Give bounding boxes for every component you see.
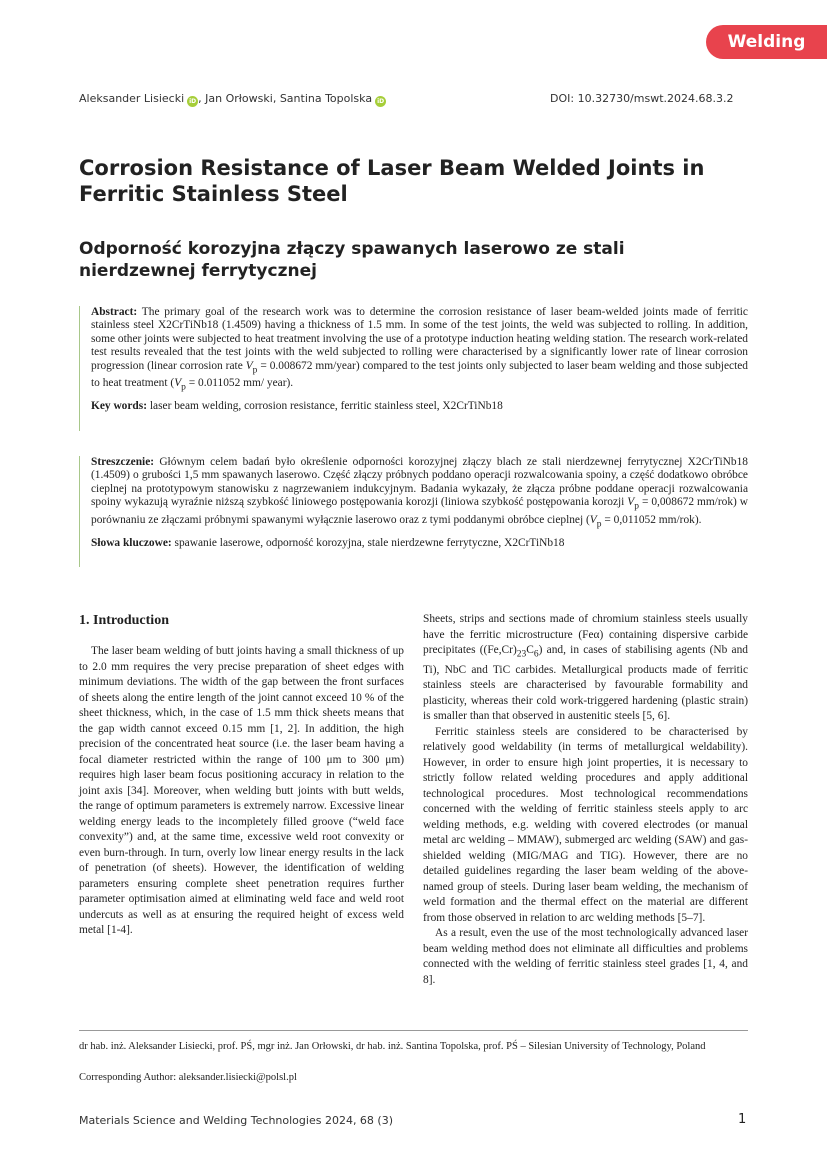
page-number: 1 bbox=[738, 1112, 747, 1127]
footnote-divider bbox=[79, 1030, 748, 1031]
author-name[interactable]: Jan Orłowski bbox=[205, 92, 273, 105]
author-separator: , bbox=[272, 92, 280, 105]
abstract-label: Abstract: bbox=[91, 306, 138, 318]
affiliation-footnote: dr hab. inż. Aleksander Lisiecki, prof. PŚ, mgr inż. Jan Orłowski, dr hab. inż. Santina Topolska, prof. PŚ – Silesian University of Technology, Poland bbox=[79, 1041, 706, 1052]
author-separator: , bbox=[198, 92, 206, 105]
author-line bbox=[79, 92, 386, 107]
journal-footer: Materials Science and Welding Technologies 2024, 68 (3) bbox=[79, 1114, 394, 1127]
keywords: Key words: laser beam welding, corrosion resistance, ferritic stainless steel, X2CrTiNb18 bbox=[91, 400, 503, 412]
paragraph: As a result, even the use of the most technologically advanced laser beam welding method does not eliminate all difficulties and problems connected with the welding of ferritic stainless steel grades [1, 4, and 8]. bbox=[423, 927, 748, 986]
abstract-block bbox=[79, 306, 748, 431]
slowa-kluczowe: Słowa kluczowe: spawanie laserowe, odporność korozyjna, stale nierdzewne ferrytyczne, X2CrTiNb18 bbox=[91, 536, 565, 549]
doi-link[interactable]: DOI: 10.32730/mswt.2024.68.3.2 bbox=[550, 92, 734, 105]
author-name[interactable]: Aleksander Lisiecki bbox=[79, 92, 185, 105]
orcid-icon[interactable]: iD bbox=[377, 98, 385, 105]
article-title: Corrosion Resistance of Laser Beam Welded Joints in Ferritic Stainless Steel bbox=[79, 156, 705, 206]
corresponding-author[interactable]: Corresponding Author: aleksander.lisiecki@polsl.pl bbox=[79, 1072, 297, 1083]
section-badge: Welding bbox=[706, 25, 827, 59]
streszczenie-block bbox=[79, 456, 748, 567]
paragraph: Sheets, strips and sections made of chromium stainless steels usually have the ferritic microstructure (Feα) containing dispersive carbide precipitates $((Fe,Cr)_{23}C_6)$ and, in cases of stabilising agents (Nb and Ti), NbC and TiC carbides. Metallurgical products made of ferritic stainless steels are characterised by favourable formability and plasticity, whereas their cold work-triggered hardening (plastic strain) is smaller than that observed in austenitic steels [5, 6]. bbox=[423, 613, 749, 723]
streszczenie-label: Streszczenie: bbox=[91, 456, 155, 468]
author-name[interactable]: Santina Topolska bbox=[279, 92, 373, 105]
slowa-kluczowe-label: Słowa kluczowe: bbox=[91, 536, 172, 549]
abstract-text: Abstract: The primary goal of the research work was to determine the corrosion resistance of laser beam-welded joints made of ferritic stainless steel X2CrTiNb18 (1.4509) having a thickness of 1.5 mm. In some of the test joints, the weld was subjected to rolling. In addition, some other joints were subjected to heat treatment involving the use of a prototype induction heating welding station. The research work-related test results revealed that the test joints with the weld subjected to rolling were characterised by a significantly lower rate of linear corrosion progression (linear corrosion rate $V_p = 0.008672$ mm/year) compared to the test joints only subjected to laser beam welding and those subjected to heat treatment ($V_p = 0.011052$ mm/ year). bbox=[91, 306, 748, 393]
streszczenie-text: Streszczenie: Głównym celem badań było określenie odporności korozyjnej złączy blach ze stali nierdzewnej ferrytycznej X2CrTiNb18 (1.4509) o grubości 1,5 mm spawanych laserowo. Część złączy próbnych poddano operacji rozwalcowania spoiny, a część dodatkowo obróbce cieplnej na prototypowym stanowisku z nagrzewaniem indukcyjnym. Badania wykazały, że złącza próbne poddane operacji rozwalcowania spoiny wykazują wyraźnie niższą szybkość liniowego postępowania korozji (liniowa szybkość postępowania korozji $V_p = 0,008672$ mm/rok) w porównaniu ze złączami próbnymi spawanymi wyłącznie laserowo oraz z tymi poddanymi obróbce cieplnej ($V_p = 0,011052$ mm/rok). bbox=[91, 456, 748, 530]
orcid-icon[interactable]: iD bbox=[189, 98, 197, 105]
article-subtitle-polish: Odporność korozyjna złączy spawanych laserowo ze stali nierdzewnej ferrytycznej bbox=[79, 239, 625, 281]
paragraph: The laser beam welding of butt joints having a small thickness of up to 2.0 mm requires the very precise preparation of sheet edges with minimum deviations. The width of the gap between the front surfaces of sheets along the entire length of the joint cannot exceed 10 % of the sheet thickness, which, in the case of 1.5 mm thick sheets means that the gap width cannot exceed 0.15 mm [1, 2]. In addition, the high precision of the concentrated heat source (i.e. the laser beam having a focal diameter restricted within the range of 100 μm to 300 μm) requires high laser beam focus positioning accuracy in relation to the joint axis [34]. Moreover, when welding butt joints with butt welds, the range of optimum parameters is extremely narrow. Excessive linear welding energy leads to the incompletely filled groove (“weld face convexity”) and, at the same time, excessive weld root convexity or even burn-through. In turn, overly low linear energy results in the lack of penetration (of sheets). However, the identification of welding parameters ensuring complete sheet penetration requires further parameter optimisation aimed at eliminating weld face and weld root undercuts as well as at ensuring the required height of excess weld metal [1-4]. bbox=[79, 645, 404, 936]
section-heading: 1. Introduction bbox=[79, 613, 169, 628]
right-column bbox=[423, 612, 748, 988]
paragraph: Ferritic stainless steels are considered to be characterised by relatively good weldability (in terms of metallurgical weldability). However, in order to ensure high joint properties, it is necessary to strictly follow related welding procedures and apply additional technological procedures. Most technological recommendations concerned with the welding of ferritic stainless steels apply to arc welding methods, e.g. welding with covered electrodes (or manual metal arc welding – MMAW), submerged arc welding (SAW) and gas-shielded welding (MIG/MAG and TIG). However, there are no detailed guidelines regarding the laser beam welding of the above-named group of steels. During laser beam welding, the mechanism of weld formation and the thermal effect on the material are different from those observed in relation to arc welding methods [5–7]. bbox=[423, 725, 748, 924]
left-column bbox=[79, 612, 404, 939]
keywords-label: Key words: bbox=[91, 400, 147, 412]
